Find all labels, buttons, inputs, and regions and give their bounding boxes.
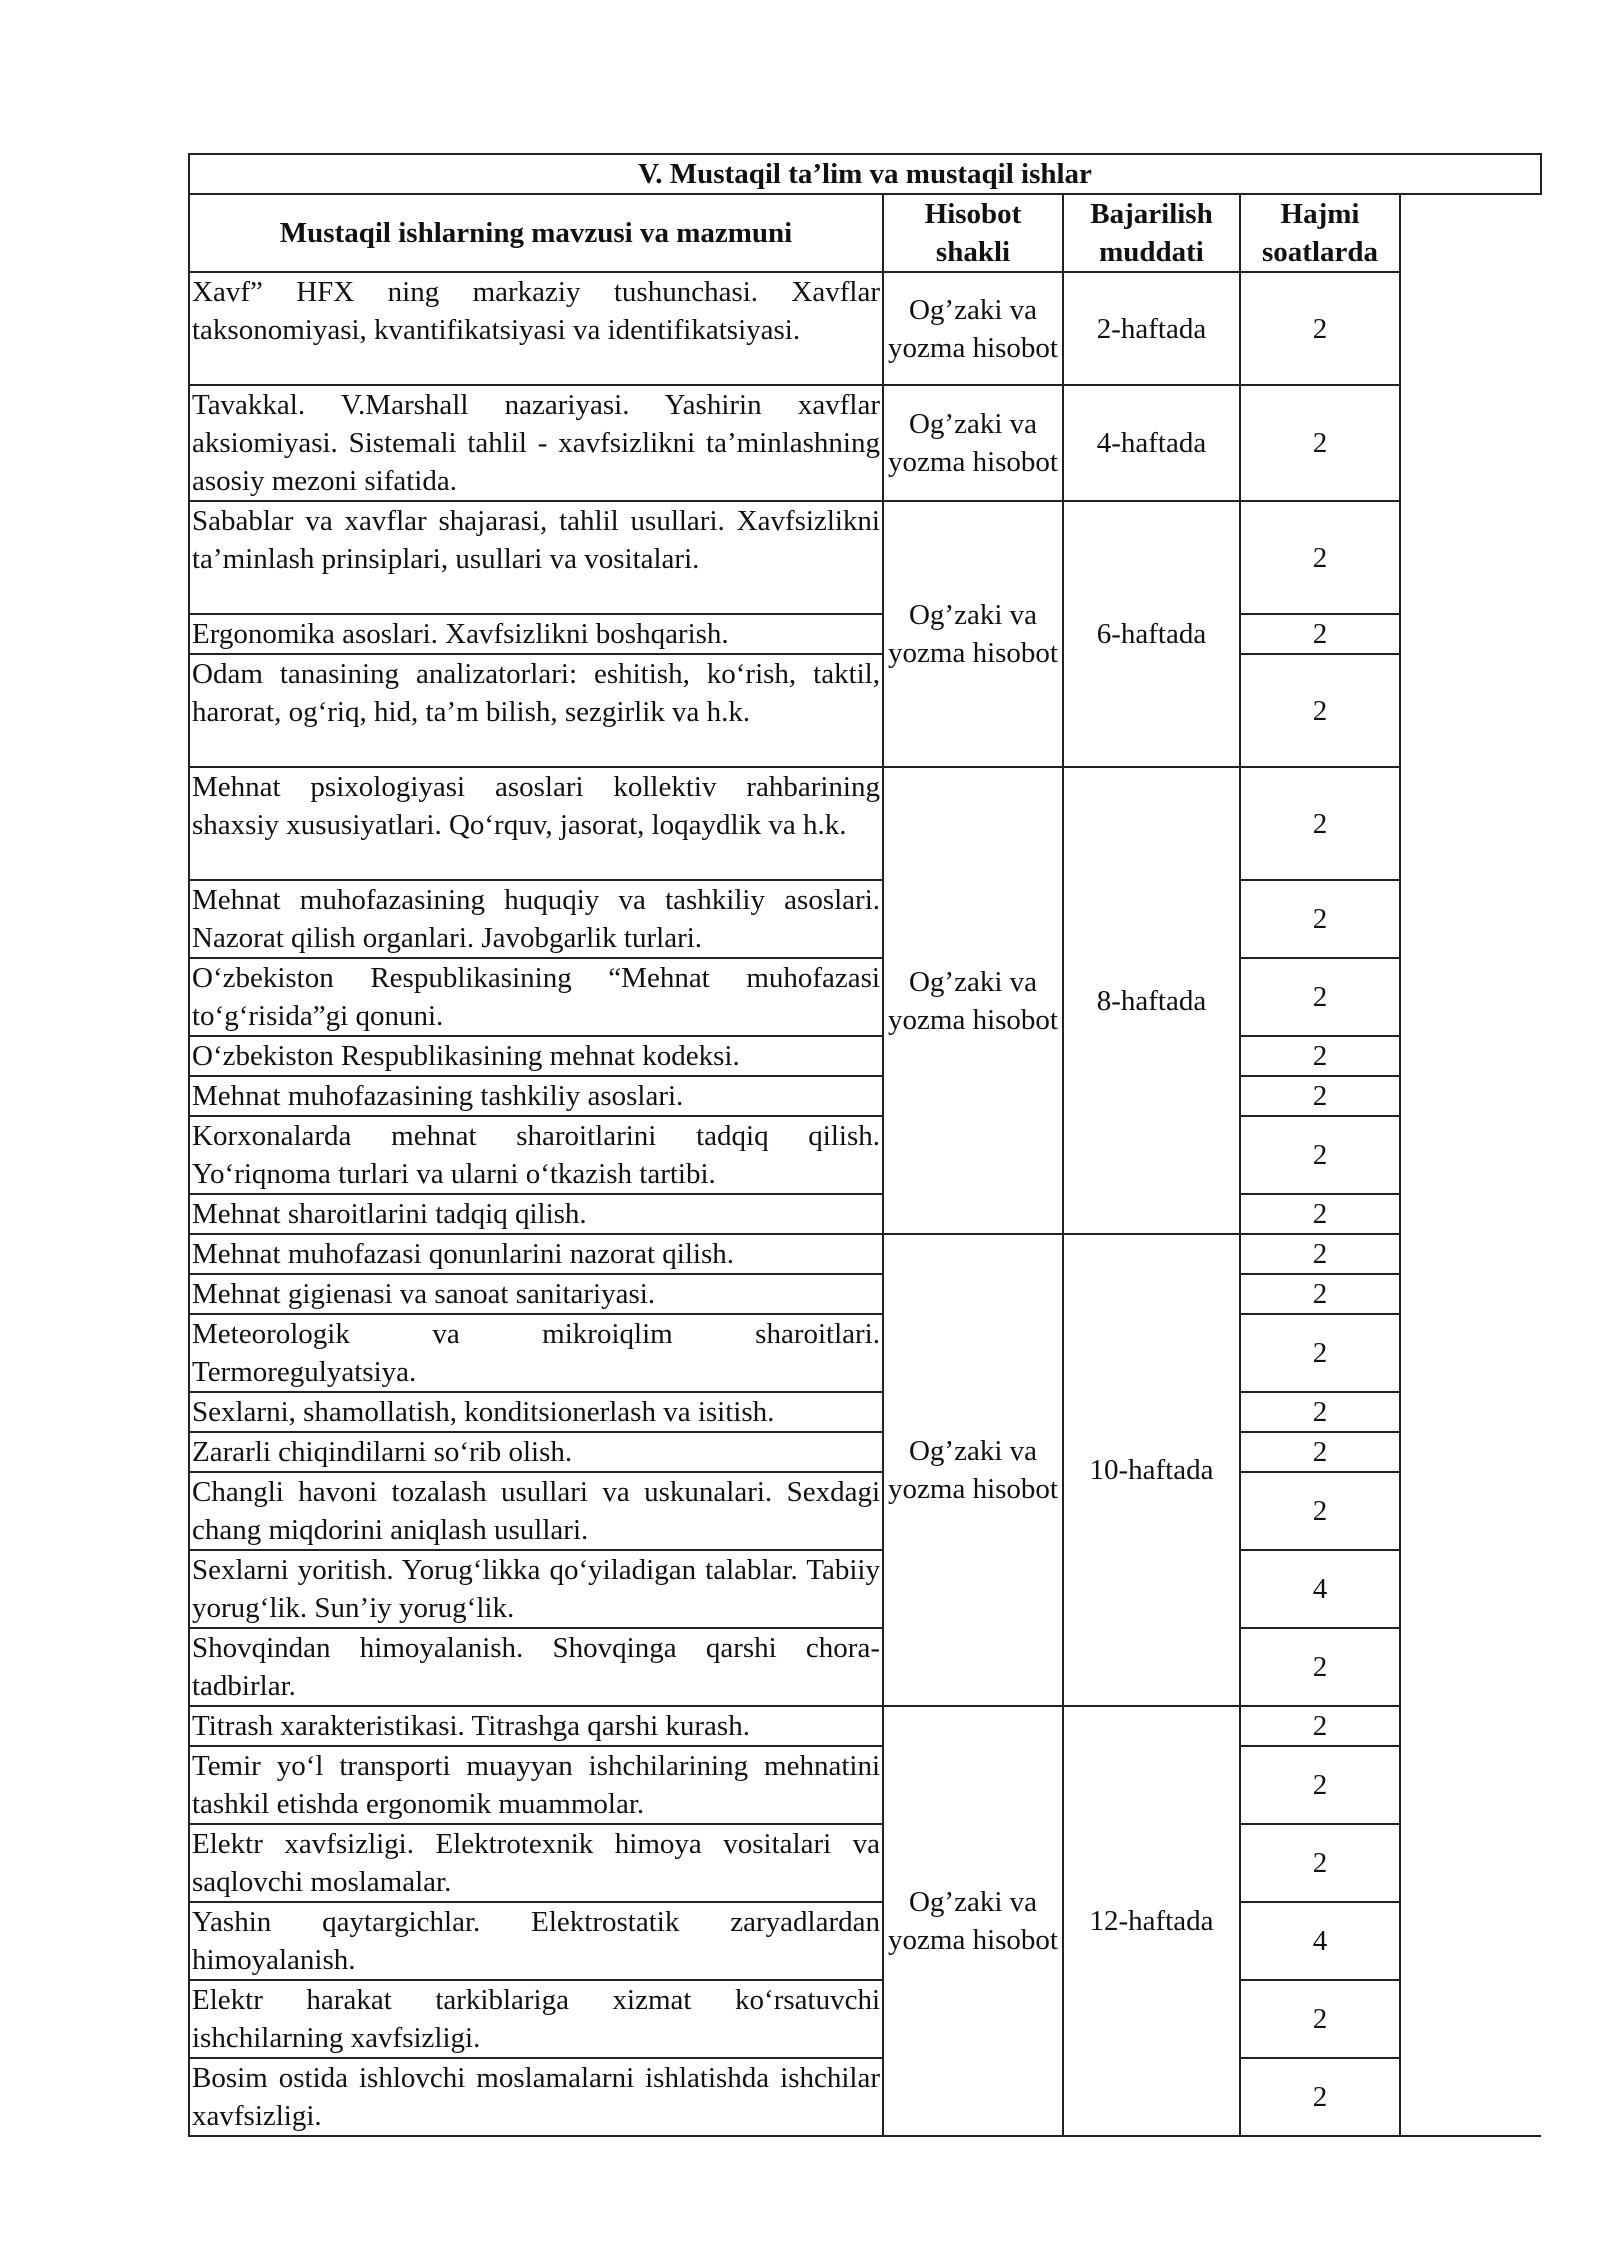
topic-cell: Elektr xavfsizligi. Elektrotexnik himoya vositalari va saqlovchi moslamalar. — [189, 1824, 883, 1902]
table-row — [189, 1392, 1541, 1432]
deadline-cell: 8-haftada — [1063, 767, 1240, 1234]
report-form-cell: Og’zaki va yozma hisobot — [883, 385, 1063, 501]
report-form-cell: Og’zaki va yozma hisobot — [883, 767, 1063, 1234]
table-row — [189, 1432, 1541, 1472]
table-row — [189, 1194, 1541, 1234]
hours-cell: 2 — [1240, 614, 1400, 654]
empty-cell — [1400, 272, 1541, 385]
section-title: V. Mustaqil ta’lim va mustaqil ishlar — [189, 154, 1541, 194]
hours-cell: 2 — [1240, 880, 1400, 958]
empty-cell — [1400, 1706, 1541, 1746]
table-row — [189, 2058, 1541, 2136]
table-row — [189, 654, 1541, 767]
hours-cell: 2 — [1240, 272, 1400, 385]
table-row — [189, 1116, 1541, 1194]
table-row — [189, 1036, 1541, 1076]
header-report-form-line1: Hisobot — [924, 198, 1022, 230]
table-row — [189, 501, 1541, 614]
empty-cell — [1400, 1472, 1541, 1550]
header-deadline-line2: muddati — [1099, 236, 1204, 268]
empty-cell — [1400, 880, 1541, 958]
topic-cell: Bosim ostida ishlovchi moslamalarni ishlatishda ishchilar xavfsizligi. — [189, 2058, 883, 2136]
header-deadline — [1063, 194, 1240, 272]
table-row — [189, 1746, 1541, 1824]
topic-cell: Mehnat muhofazasining tashkiliy asoslari. — [189, 1076, 883, 1116]
table-row — [189, 1824, 1541, 1902]
report-form-cell: Og’zaki va yozma hisobot — [883, 272, 1063, 385]
table-row — [189, 1274, 1541, 1314]
hours-cell: 2 — [1240, 1274, 1400, 1314]
table-row — [189, 1706, 1541, 1746]
table-row — [189, 767, 1541, 880]
table-row — [189, 614, 1541, 654]
empty-cell — [1400, 2058, 1541, 2136]
table-row — [189, 958, 1541, 1036]
empty-cell — [1400, 1746, 1541, 1824]
deadline-cell: 4-haftada — [1063, 385, 1240, 501]
topic-cell: Mehnat gigienasi va sanoat sanitariyasi. — [189, 1274, 883, 1314]
hours-cell: 2 — [1240, 1432, 1400, 1472]
table-row — [189, 880, 1541, 958]
topic-cell: Korxonalarda mehnat sharoitlarini tadqiq qilish. Yo‘riqnoma turlari va ularni o‘tkazish tartibi. — [189, 1116, 883, 1194]
topic-cell: Zararli chiqindilarni so‘rib olish. — [189, 1432, 883, 1472]
table-row — [189, 1902, 1541, 1980]
topic-cell: Changli havoni tozalash usullari va uskunalari. Sexdagi chang miqdorini aniqlash usullari. — [189, 1472, 883, 1550]
topic-cell: Meteorologik va mikroiqlim sharoitlari. Termoregulyatsiya. — [189, 1314, 883, 1392]
topic-cell: Temir yo‘l transporti muayyan ishchilarining mehnatini tashkil etishda ergonomik muammolar. — [189, 1746, 883, 1824]
topic-cell: Odam tanasining analizatorlari: eshitish, ko‘rish, taktil, harorat, og‘riq, hid, ta’m bilish, sezgirlik va h.k. — [189, 654, 883, 767]
topic-cell: Shovqindan himoyalanish. Shovqinga qarshi chora-tadbirlar. — [189, 1628, 883, 1706]
topic-cell: Tavakkal. V.Marshall nazariyasi. Yashirin xavflar aksiomiyasi. Sistemali tahlil - xavfsizlikni ta’minlashning asosiy mezoni sifatida. — [189, 385, 883, 501]
report-form-cell: Og’zaki va yozma hisobot — [883, 1706, 1063, 2136]
table-row — [189, 1550, 1541, 1628]
empty-cell — [1400, 501, 1541, 614]
table-row — [189, 1472, 1541, 1550]
topic-cell: Yashin qaytargichlar. Elektrostatik zaryadlardan himoyalanish. — [189, 1902, 883, 1980]
hours-cell: 2 — [1240, 1628, 1400, 1706]
topic-cell: Sexlarni, shamollatish, konditsionerlash va isitish. — [189, 1392, 883, 1432]
hours-cell: 2 — [1240, 1980, 1400, 2058]
hours-cell: 2 — [1240, 958, 1400, 1036]
empty-cell — [1400, 1628, 1541, 1706]
header-hours-line1: Hajmi — [1280, 198, 1360, 230]
topic-cell: Sexlarni yoritish. Yorug‘likka qo‘yiladigan talablar. Tabiiy yorug‘lik. Sun’iy yorug‘lik. — [189, 1550, 883, 1628]
empty-cell — [1400, 1392, 1541, 1432]
empty-cell — [1400, 194, 1541, 272]
hours-cell: 2 — [1240, 1234, 1400, 1274]
empty-cell — [1400, 1116, 1541, 1194]
empty-cell — [1400, 1036, 1541, 1076]
hours-cell: 2 — [1240, 1706, 1400, 1746]
empty-cell — [1400, 1234, 1541, 1274]
empty-cell — [1400, 1902, 1541, 1980]
topic-cell: Elektr harakat tarkiblariga xizmat ko‘rsatuvchi ishchilarning xavfsizligi. — [189, 1980, 883, 2058]
empty-cell — [1400, 958, 1541, 1036]
hours-cell: 2 — [1240, 1392, 1400, 1432]
header-report-form — [883, 194, 1063, 272]
hours-cell: 4 — [1240, 1550, 1400, 1628]
hours-cell: 2 — [1240, 1472, 1400, 1550]
empty-cell — [1400, 1274, 1541, 1314]
hours-cell: 2 — [1240, 1314, 1400, 1392]
table-row — [189, 1628, 1541, 1706]
independent-work-table — [188, 153, 1542, 2137]
independent-work-table-container — [188, 153, 1540, 2137]
hours-cell: 2 — [1240, 1746, 1400, 1824]
empty-cell — [1400, 1076, 1541, 1116]
topic-cell: Ergonomika asoslari. Xavfsizlikni boshqarish. — [189, 614, 883, 654]
table-row — [189, 385, 1541, 501]
empty-cell — [1400, 614, 1541, 654]
report-form-cell: Og’zaki va yozma hisobot — [883, 1234, 1063, 1706]
topic-cell: Mehnat psixologiyasi asoslari kollektiv rahbarining shaxsiy xususiyatlari. Qo‘rquv, jasorat, loqaydlik va h.k. — [189, 767, 883, 880]
topic-cell: Mehnat muhofazasining huquqiy va tashkiliy asoslari. Nazorat qilish organlari. Javobgarlik turlari. — [189, 880, 883, 958]
deadline-cell: 12-haftada — [1063, 1706, 1240, 2136]
table-row — [189, 1076, 1541, 1116]
table-row — [189, 1314, 1541, 1392]
empty-cell — [1400, 385, 1541, 501]
hours-cell: 2 — [1240, 1076, 1400, 1116]
hours-cell: 2 — [1240, 767, 1400, 880]
topic-cell: O‘zbekiston Respublikasining “Mehnat muhofazasi to‘g‘risida”gi qonuni. — [189, 958, 883, 1036]
empty-cell — [1400, 1314, 1541, 1392]
topic-cell: Mehnat muhofazasi qonunlarini nazorat qilish. — [189, 1234, 883, 1274]
hours-cell: 2 — [1240, 2058, 1400, 2136]
hours-cell: 2 — [1240, 1116, 1400, 1194]
hours-cell: 2 — [1240, 385, 1400, 501]
deadline-cell: 6-haftada — [1063, 501, 1240, 767]
empty-cell — [1400, 1980, 1541, 2058]
table-row — [189, 1234, 1541, 1274]
topic-cell: Sabablar va xavflar shajarasi, tahlil usullari. Xavfsizlikni ta’minlash prinsiplari, usullari va vositalari. — [189, 501, 883, 614]
header-hours-line2: soatlarda — [1262, 236, 1378, 268]
hours-cell: 2 — [1240, 1194, 1400, 1234]
hours-cell: 2 — [1240, 1036, 1400, 1076]
empty-cell — [1400, 767, 1541, 880]
header-topic: Mustaqil ishlarning mavzusi va mazmuni — [189, 194, 883, 272]
deadline-cell: 10-haftada — [1063, 1234, 1240, 1706]
header-report-form-line2: shakli — [935, 236, 1011, 268]
header-hours — [1240, 194, 1400, 272]
table-row — [189, 272, 1541, 385]
deadline-cell: 2-haftada — [1063, 272, 1240, 385]
empty-cell — [1400, 1550, 1541, 1628]
empty-cell — [1400, 1194, 1541, 1234]
hours-cell: 4 — [1240, 1902, 1400, 1980]
topic-cell: O‘zbekiston Respublikasining mehnat kodeksi. — [189, 1036, 883, 1076]
hours-cell: 2 — [1240, 1824, 1400, 1902]
empty-cell — [1400, 654, 1541, 767]
topic-cell: Xavf” HFX ning markaziy tushunchasi. Xavflar taksonomiyasi, kvantifikatsiyasi va identifikatsiyasi. — [189, 272, 883, 385]
topic-cell: Mehnat sharoitlarini tadqiq qilish. — [189, 1194, 883, 1234]
empty-cell — [1400, 1824, 1541, 1902]
report-form-cell: Og’zaki va yozma hisobot — [883, 501, 1063, 767]
header-deadline-line1: Bajarilish — [1090, 198, 1213, 230]
hours-cell: 2 — [1240, 654, 1400, 767]
topic-cell: Titrash xarakteristikasi. Titrashga qarshi kurash. — [189, 1706, 883, 1746]
empty-cell — [1400, 1432, 1541, 1472]
table-row — [189, 1980, 1541, 2058]
hours-cell: 2 — [1240, 501, 1400, 614]
